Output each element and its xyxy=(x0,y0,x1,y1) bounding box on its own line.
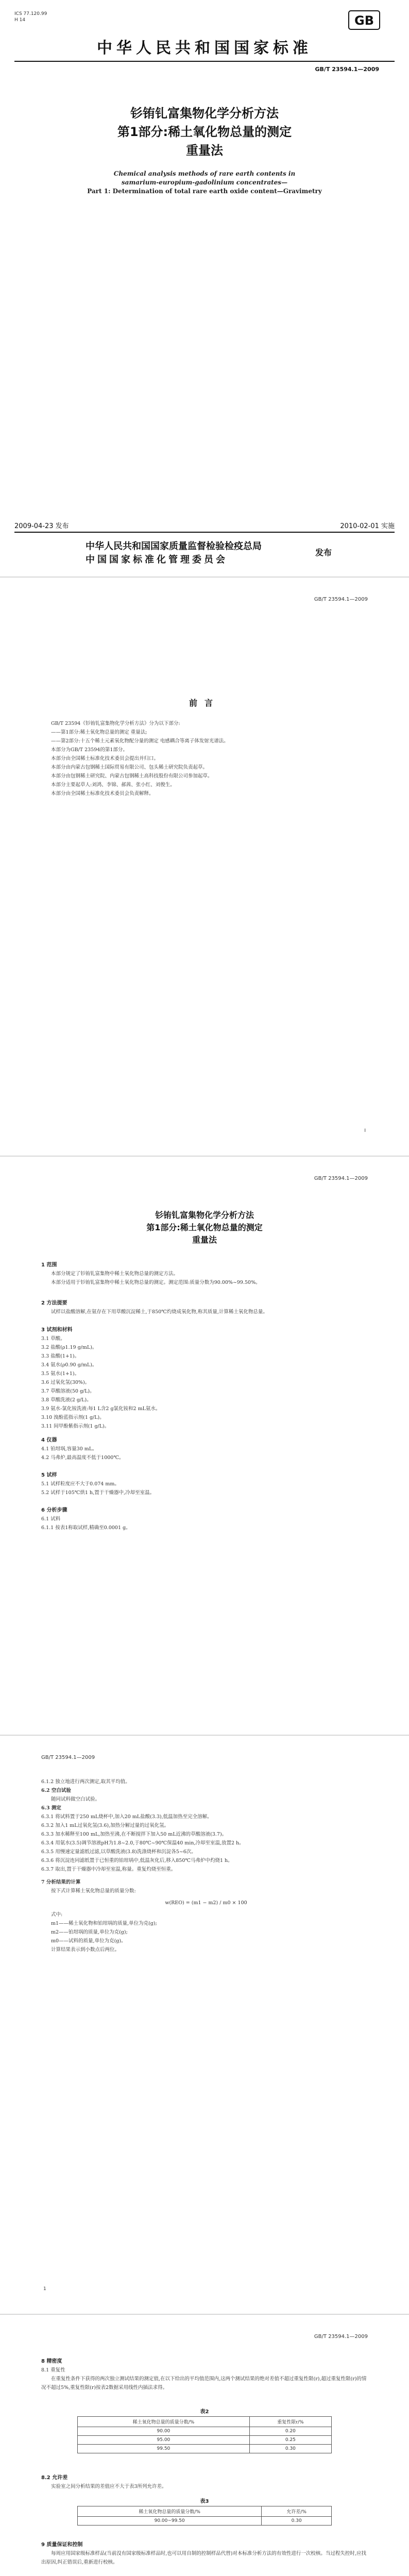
text-line: m1——稀土氧化物和铂坩埚的质量,单位为克(g); xyxy=(51,1921,157,1926)
section-heading: 5 试样 xyxy=(41,1472,57,1478)
table-header-cell: 稀土氧化物总量的质量分数/% xyxy=(78,2506,262,2517)
table-header-cell: 允许差/% xyxy=(262,2506,332,2517)
section-text xyxy=(41,2549,371,2567)
part1-title-3: 重量法 xyxy=(192,1235,217,1245)
part1-page xyxy=(0,1157,409,1734)
text-line: 3.7 草酸溶液(50 g/L)。 xyxy=(41,1388,95,1394)
text-line: 6.3.3 加水稀释至100 mL,加热至沸,在不断搅拌下加入50 mL近沸的草酸溶液(3.7)。 xyxy=(41,1832,227,1837)
section-text xyxy=(41,1777,371,1954)
table-header-row xyxy=(78,2506,332,2517)
analysis-page xyxy=(0,1736,409,2313)
text-line: 5.1 试样粒度应不大于0.074 mm。 xyxy=(41,1481,120,1487)
text-line: 6.3.5 用慢速定量滤纸过滤,以草酸洗液(3.8)洗涤烧杯和沉淀各5~6次。 xyxy=(41,1849,196,1855)
text-line: 在重复性条件下获得的两次独立测试结果的测定值,在以下给出的平均值范围内,这两个测试结果的绝对差值不超过重复性限(r),超过重复性限(r)的情况不超过5%,重复性限(r)按表2数据采用线性内插法求得。 xyxy=(41,2376,367,2391)
formula: w(REO) = (m1 − m2) / m0 × 100 xyxy=(165,1900,247,1906)
text-line: 式中: xyxy=(51,1912,63,1918)
cover-std-no: GB/T 23594.1—2009 xyxy=(315,66,379,73)
text-line: 3.10 溴酚蓝指示剂(1 g/L)。 xyxy=(41,1415,105,1420)
preface-page xyxy=(0,578,409,1155)
text-line: 4.2 马弗炉,最高温度不低于1000℃。 xyxy=(41,1455,124,1461)
text-line: m2——铂坩埚的质量,单位为克(g); xyxy=(51,1929,128,1935)
section-heading: 4 仪器 xyxy=(41,1437,57,1443)
text-line: 3.3 盐酸(1+1)。 xyxy=(41,1353,80,1359)
table-row xyxy=(78,2436,332,2445)
preface-line: 本部分为GB/T 23594的第1部分。 xyxy=(51,747,128,753)
table-title: 表3 xyxy=(200,2499,209,2504)
cover-issue-word: 发布 xyxy=(315,548,332,557)
text-line: 6.3.4 用氨水(3.5)调节溶液pH为1.8~2.0,于80℃~90℃保温40 min,冷却至室温,放置2 h。 xyxy=(41,1840,244,1846)
page-number: I xyxy=(364,1128,366,1133)
text-line: 6.3.2 加入1 mL过氧化氢(3.6),加热分解过量的过氧化氢。 xyxy=(41,1823,169,1828)
page-separator xyxy=(0,577,409,578)
page-header-std-no: GB/T 23594.1—2009 xyxy=(314,1176,368,1181)
cover-title-org: 中华人民共和国国家标准 xyxy=(97,39,312,57)
table-cell: 0.30 xyxy=(262,2517,332,2526)
ccs-code: H 14 xyxy=(14,18,26,23)
section-text xyxy=(41,1269,371,1287)
gb-logo-icon xyxy=(348,10,380,30)
text-line: 6.3.1 将试料置于250 mL烧杯中,加入20 mL盐酸(3.3),低温加热至完全溶解。 xyxy=(41,1814,212,1820)
text-line: 每周应用国家级标准样品(当前没有国家级标准样品时,也可以用自制的控制样品代替)对本标准分析方法的有效性进行一次校核。当过程失控时,应找出原因,纠正错误后,重新进行校核。 xyxy=(41,2551,366,2565)
cover-title-cn-2: 第1部分:稀土氧化物总量的测定 xyxy=(117,125,292,139)
text-line: 4.1 铂坩埚,容量30 mL。 xyxy=(41,1446,97,1452)
tolerance-table xyxy=(77,2506,332,2526)
text-line: 6.3 测定 xyxy=(41,1805,61,1811)
text-line: 3.8 草酸洗液(2 g/L)。 xyxy=(41,1397,92,1403)
preface-line: ——第2部分:十五个稀土元素氧化物配分量的测定 电感耦合等离子体发射光谱法。 xyxy=(51,738,229,744)
text-line: 3.9 氨水-氯化铵洗液:每1 L含2 g氯化铵和2 mL氨水。 xyxy=(41,1406,161,1412)
table-cell: 0.20 xyxy=(249,2427,331,2436)
section-text xyxy=(41,2482,371,2491)
preface-line: GB/T 23594《钐铕钆富集物化学分析方法》分为以下部分: xyxy=(51,721,180,726)
table-row xyxy=(78,2445,332,2453)
table-cell: 90.00~99.50 xyxy=(78,2517,262,2526)
ics-code: ICS 77.120.99 xyxy=(14,11,47,16)
text-line: 6.3.7 取出,置于干燥器中冷却至室温,称量。重复灼烧至恒重。 xyxy=(41,1867,176,1872)
preface-line: 本部分由内蒙古包钢稀土国际贸易有限公司、包头稀土研究院负责起草。 xyxy=(51,765,208,770)
section-heading: 6 分析步骤 xyxy=(41,1507,67,1513)
text-line: 3.2 盐酸(ρ1.19 g/mL)。 xyxy=(41,1345,97,1350)
precision-page xyxy=(0,2315,409,2576)
text-line: 6.1 试料 xyxy=(41,1516,61,1522)
preface-text xyxy=(41,719,371,798)
text-line: 6.3.6 将沉淀连同滤纸置于已恒重的铂坩埚中,低温灰化后,移入850℃马弗炉中灼烧1 h。 xyxy=(41,1858,233,1863)
table-cell: 99.50 xyxy=(78,2445,250,2453)
table-title: 表2 xyxy=(200,2409,209,2415)
section-heading: 8 精密度 xyxy=(41,2359,62,2364)
text-line: 本部分适用于钐铕钆富集物中稀土氧化物总量的测定。测定范围:质量分数为90.00%~99.50%。 xyxy=(51,1280,261,1285)
preface-line: 本部分由全国稀土标准化技术委员会提出并归口。 xyxy=(51,756,159,761)
gb-logo-text: GB xyxy=(354,13,374,28)
section-text xyxy=(41,1308,371,1316)
text-line: 3.11 间甲酚紫指示剂(1 g/L)。 xyxy=(41,1423,110,1429)
table-header-cell: 重复性限r/% xyxy=(249,2417,331,2427)
preface-line: 本部分由包钢稀土研究院、内蒙古包钢稀土高科技股份有限公司参加起草。 xyxy=(51,773,213,779)
table-header-row xyxy=(78,2417,332,2427)
table-row xyxy=(78,2427,332,2436)
table-cell: 0.25 xyxy=(249,2436,331,2445)
page-number: 1 xyxy=(43,2286,46,2292)
text-line: 按下式计算稀土氧化物总量的质量分数: xyxy=(51,1888,136,1894)
part1-title-1: 钐铕钆富集物化学分析方法 xyxy=(155,1210,254,1220)
table-cell: 95.00 xyxy=(78,2436,250,2445)
repeatability-table xyxy=(77,2416,332,2453)
text-line: 本部分规定了钐铕钆富集物中稀土氧化物总量的测定方法。 xyxy=(51,1271,179,1277)
page-separator xyxy=(0,1735,409,1736)
text-line: 随同试料做空白试验。 xyxy=(51,1797,100,1802)
text-line: 3.1 草酸。 xyxy=(41,1336,65,1342)
preface-line: ——第1部分:稀土氧化物总量的测定 重量法; xyxy=(51,730,147,735)
text-line: 6.2 空白试验 xyxy=(41,1788,71,1793)
table-cell: 0.30 xyxy=(249,2445,331,2453)
text-line: 6.1.1 按表1称取试样,精确至0.0001 g。 xyxy=(41,1525,131,1531)
text-line: 6.1.2 独立地进行两次测定,取其平均值。 xyxy=(41,1779,130,1785)
part1-title-2: 第1部分:稀土氧化物总量的测定 xyxy=(146,1223,263,1232)
cover-title-en-3: Part 1: Determination of total rare earth oxide content—Gravimetry xyxy=(87,188,322,195)
page-separator xyxy=(0,2314,409,2315)
text-line: 试样以盐酸溶解,在氨存在下用草酸沉淀稀土,于850℃灼烧成氧化物,称其质量,计算稀土氧化物总量。 xyxy=(51,1309,268,1315)
text-line: 3.6 过氧化氢(30%)。 xyxy=(41,1380,90,1385)
text-line: m0——试料的质量,单位为克(g)。 xyxy=(51,1938,126,1944)
text-line: 8.1 重复性 xyxy=(41,2367,65,2373)
section-heading: 2 方法提要 xyxy=(41,1300,67,1306)
section-heading: 3 试剂和材料 xyxy=(41,1327,73,1333)
section-heading: 1 范围 xyxy=(41,1262,57,1268)
section-heading: 8.2 允许差 xyxy=(41,2475,68,2481)
text-line: 7 分析结果的计算 xyxy=(41,1879,81,1885)
cover-issue-date: 2009-04-23 发布 xyxy=(14,522,69,530)
text-line: 5.2 试样于105℃烘1 h,置于干燥器中,冷却至室温。 xyxy=(41,1490,155,1496)
table-header-cell: 稀土氧化物总量的质量分数/% xyxy=(78,2417,250,2427)
section-text xyxy=(41,2366,371,2392)
page-header-std-no: GB/T 23594.1—2009 xyxy=(314,2334,368,2340)
page-header-std-no: GB/T 23594.1—2009 xyxy=(41,1755,95,1760)
cover-issuer-1: 中华人民共和国国家质量监督检验检疫总局 xyxy=(86,541,262,552)
section-text xyxy=(41,1334,371,1431)
preface-line: 本部分主要起草人:刘鸿、李锦、郝茜、张小红、刘俊生。 xyxy=(51,782,175,788)
page-header-std-no: GB/T 23594.1—2009 xyxy=(314,597,368,602)
text-line: 3.5 氨水(1+1)。 xyxy=(41,1371,80,1377)
preface-heading: 前言 xyxy=(189,698,220,708)
section-text xyxy=(41,1480,371,1497)
cover-title-en-1: Chemical analysis methods of rare earth contents in xyxy=(113,170,296,177)
cover-top-rule xyxy=(14,61,395,62)
text-line: 3.4 氨水(ρ0.90 g/mL)。 xyxy=(41,1362,97,1368)
table-row xyxy=(78,2517,332,2526)
cover-bottom-rule xyxy=(14,532,395,533)
section-text xyxy=(41,1515,371,1532)
cover-title-en-2: samarium-europium-gadolinium concentrates— xyxy=(121,179,288,186)
cover-page xyxy=(0,0,409,576)
text-line: 计算结果表示到小数点后两位。 xyxy=(51,1947,120,1953)
text-line: 实验室之间分析结果的差值应不大于表3所列允许差。 xyxy=(51,2484,167,2489)
section-heading: 9 质量保证和控制 xyxy=(41,2542,83,2548)
cover-title-cn-1: 钐铕钆富集物化学分析方法 xyxy=(130,106,279,121)
cover-title-cn-3: 重量法 xyxy=(186,143,223,158)
cover-impl-date: 2010-02-01 实施 xyxy=(340,522,395,530)
cover-issuer-2: 中国国家标准化管理委员会 xyxy=(86,554,228,565)
table-cell: 90.00 xyxy=(78,2427,250,2436)
preface-line: 本部分由全国稀土标准化技术委员会负责解释。 xyxy=(51,791,154,796)
page-separator xyxy=(0,1156,409,1157)
section-text xyxy=(41,1445,371,1462)
